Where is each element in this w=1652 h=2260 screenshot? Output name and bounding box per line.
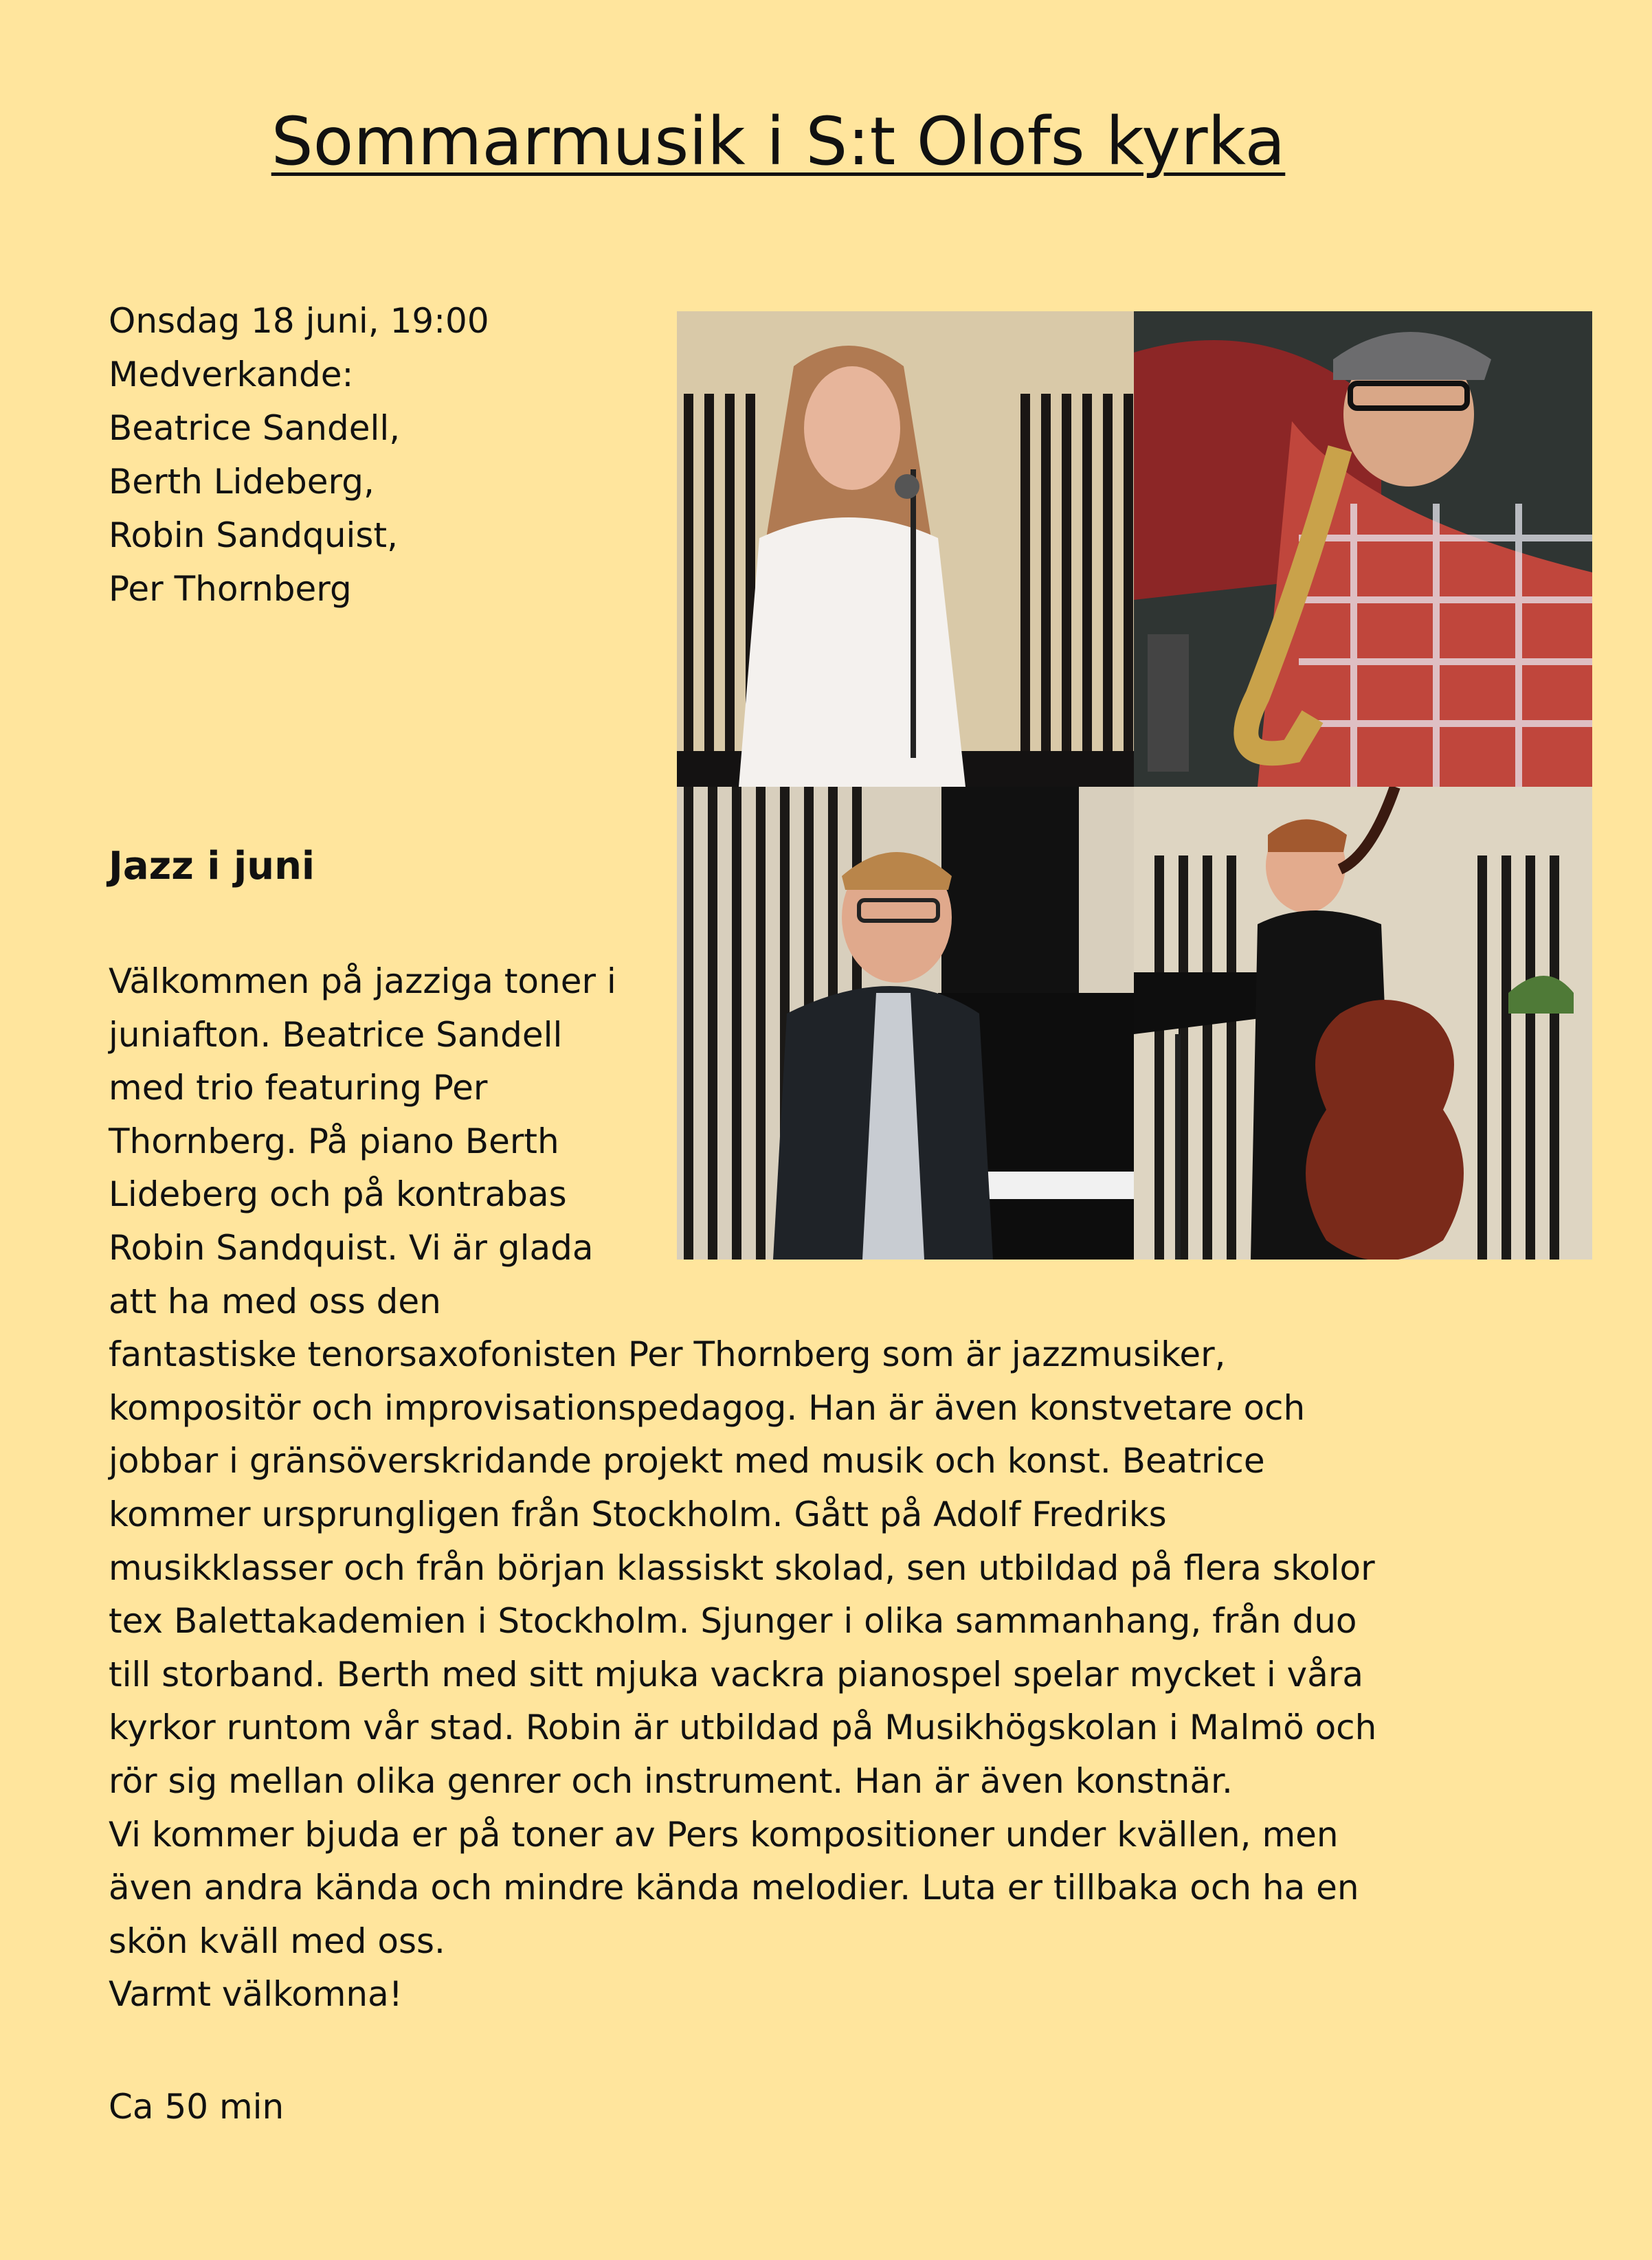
description-line: skön kväll med oss. (109, 1921, 445, 1961)
description-line: juniafton. Beatrice Sandell (109, 1014, 563, 1055)
description-line: Robin Sandquist. Vi är glada (109, 1227, 594, 1268)
description-line: Varmt välkomna! (109, 1974, 403, 2015)
participant-name: Berth Lideberg, (109, 462, 375, 502)
description-line: rör sig mellan olika genrer och instrument. Han är även konstnär. (109, 1760, 1233, 1801)
description-line: med trio featuring Per (109, 1068, 488, 1108)
description-line: fantastiske tenorsaxofonisten Per Thornberg som är jazzmusiker, (109, 1334, 1226, 1375)
description-line: att ha med oss den (109, 1281, 441, 1321)
description-line: jobbar i gränsöverskridande projekt med musik och konst. Beatrice (109, 1441, 1265, 1481)
description-line: Vi kommer bjuda er på toner av Pers kompositioner under kvällen, men (109, 1814, 1339, 1855)
participant-name: Robin Sandquist, (109, 515, 398, 555)
description-line: till storband. Berth med sitt mjuka vackra pianospel spelar mycket i våra (109, 1654, 1364, 1694)
description-line: Lideberg och på kontrabas (109, 1174, 567, 1215)
description-line: även andra kända och mindre kända melodier. Luta er tillbaka och ha en (109, 1868, 1359, 1908)
description-line: tex Balettakademien i Stockholm. Sjunger i olika sammanhang, från duo (109, 1601, 1357, 1642)
description-line: kommer ursprungligen från Stockholm. Gått på Adolf Fredriks (109, 1494, 1167, 1534)
description-line: Välkommen på jazziga toner i (109, 961, 616, 1001)
description-line: kompositör och improvisationspedagog. Han är även konstvetare och (109, 1387, 1306, 1428)
event-info (109, 294, 489, 616)
description-line: Thornberg. På piano Berth (109, 1121, 559, 1161)
participants-label: Medverkande: (109, 355, 354, 394)
description-line: kyrkor runtom vår stad. Robin är utbildad på Musikhögskolan i Malmö och (109, 1708, 1377, 1748)
participant-name: Per Thornberg (109, 569, 352, 609)
event-description (109, 955, 1490, 2022)
section-heading: Jazz i juni (109, 844, 315, 888)
description-line: musikklasser och från början klassiskt skolad, sen utbildad på flera skolor (109, 1547, 1375, 1588)
event-duration: Ca 50 min (109, 2087, 284, 2127)
page-title: Sommarmusik i S:t Olofs kyrka (271, 103, 1286, 180)
singer-photo (677, 311, 1134, 787)
saxophonist-photo (1134, 311, 1592, 787)
event-date-time: Onsdag 18 juni, 19:00 (109, 301, 489, 341)
participant-name: Beatrice Sandell, (109, 408, 401, 448)
